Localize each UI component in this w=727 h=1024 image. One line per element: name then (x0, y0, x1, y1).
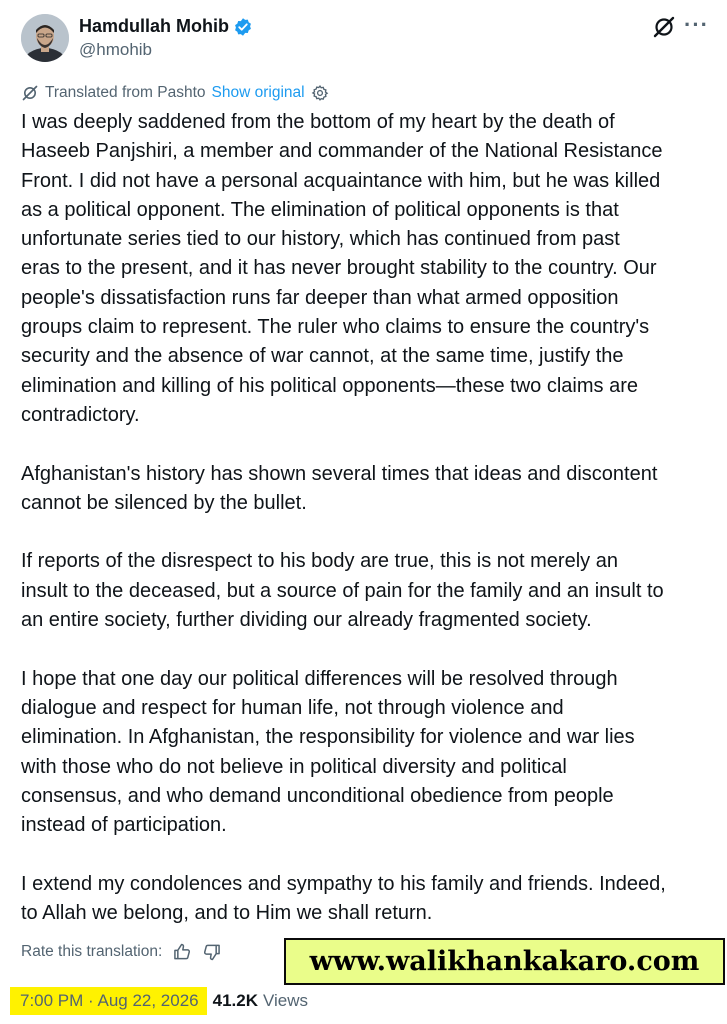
avatar-photo (21, 14, 69, 62)
tweet-paragraph: Afghanistan's history has shown several times that ideas and discontent cannot be silenced by the bullet. (21, 462, 658, 514)
tweet-paragraph: If reports of the disrespect to his body are true, this is not merely an insult to the deceased, but a source of pain for the family and an insult to an entire society, further dividing our already fragmented society. (21, 550, 664, 632)
translate-icon (21, 84, 39, 102)
show-original-link[interactable]: Show original (211, 84, 305, 101)
translated-label: Translated from Pashto (45, 84, 206, 101)
tweet-text (21, 108, 721, 958)
tweet-paragraph: I extend my condolences and sympathy to his family and friends. Indeed, to Allah we belong, and to Him we shall return. (21, 872, 666, 925)
translation-row (21, 84, 329, 102)
tweet-paragraph: I was deeply saddened from the bottom of my heart by the death of Haseeb Panjshiri, a member and commander of the National Resistance Front. I did not have a personal acquaintance with him, but he was killed as a political opponent. The elimination of political opponents is that unfortunate series tied to our history, which has continued from past eras to the present, and it has never brought stability to the country. Our people's dissatisfaction runs far deeper than what armed opposition groups claim to represent. The ruler who claims to ensure the country's security and the absence of war cannot, at the same time, justify the elimination and killing of his political opponents—these two claims are contradictory. (21, 111, 663, 426)
tweet-timestamp[interactable]: 7:00 PM · Aug 22, 2026 (10, 987, 207, 1015)
author-name-row (79, 16, 253, 37)
watermark-banner: www.walikhankakaro.com (284, 938, 725, 985)
thumbs-down-icon[interactable] (202, 942, 222, 962)
rate-translation-row (21, 942, 222, 962)
author-handle[interactable]: @hmohib (79, 40, 153, 59)
more-icon[interactable]: ··· (684, 12, 709, 37)
verified-badge-icon (233, 17, 253, 37)
author-name[interactable]: Hamdullah Mohib (79, 16, 229, 36)
gear-icon[interactable] (311, 84, 329, 102)
thumbs-up-icon[interactable] (172, 942, 192, 962)
rate-translation-label: Rate this translation: (21, 943, 163, 960)
tweet-meta-row (10, 982, 308, 1020)
tweet-paragraph: I hope that one day our political differences will be resolved through dialogue and respect for human life, not through violence and elimination. In Afghanistan, the responsibility for violence and war lies with those who do not believe in political diversity and political consensus, and who demand unconditional obedience from people instead of participation. (21, 667, 635, 837)
views-count: 41.2K (212, 991, 258, 1010)
avatar[interactable] (21, 14, 69, 62)
views-label: Views (263, 991, 309, 1010)
grok-icon[interactable] (651, 14, 677, 40)
